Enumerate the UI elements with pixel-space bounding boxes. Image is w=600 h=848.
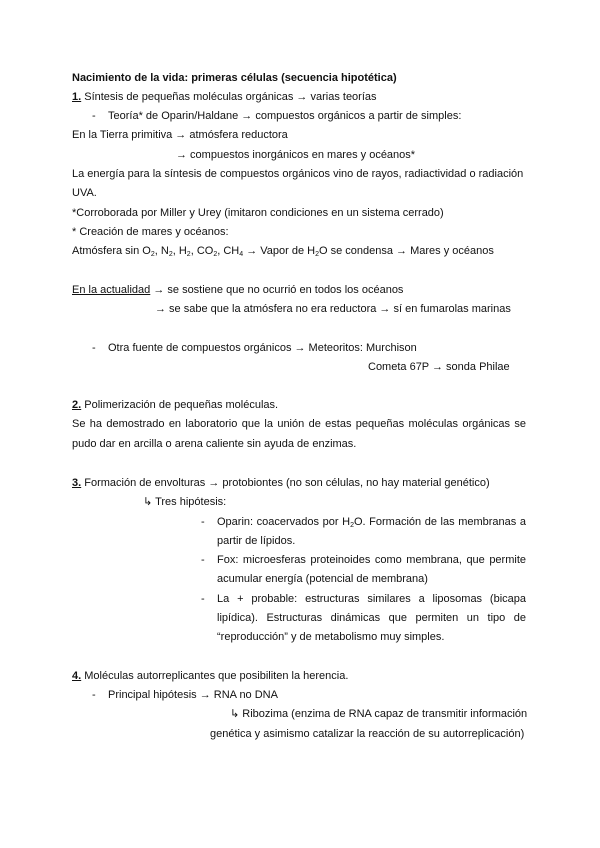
atm-sub-6: 2: [315, 251, 319, 258]
atm-text-3: , H: [172, 245, 187, 257]
hypothesis-3-line-1: La + probable: estructuras similares a liposomas (bicapa: [217, 593, 526, 605]
section-2-body-1: Se ha demostrado en laboratorio que la unión de estas pequeñas moléculas orgánicas se: [72, 418, 526, 430]
footnote-oceans: * Creación de mares y océanos:: [72, 226, 229, 238]
section-1-number: 1.: [72, 91, 82, 103]
hypothesis-1-line-2: partir de lípidos.: [217, 535, 296, 547]
hypothesis-2-line-2: acumular energía (potencial de membrana): [217, 573, 428, 585]
section-4-heading: [72, 669, 348, 683]
hypothesis-1-text-b: O. Formación de las membranas a: [353, 516, 526, 528]
document-title: Nacimiento de la vida: primeras células (secuencia hipotética): [72, 72, 397, 84]
atm-text-1: Atmósfera sin O: [72, 245, 151, 257]
hypothesis-1-line-1: [217, 515, 526, 529]
atm-text-2: , N: [154, 245, 169, 257]
nowadays-label: En la actualidad: [72, 284, 151, 296]
atm-text-5: , CH: [217, 245, 240, 257]
section-4-bullet-text: Principal hipótesis → RNA no DNA: [108, 689, 278, 701]
nowadays-line-2: → se sabe que la atmósfera no era reductora → sí en fumarolas marinas: [155, 303, 511, 315]
nowadays-line: [72, 283, 403, 297]
inorganic-compounds-line: → compuestos inorgánicos en mares y océanos*: [176, 149, 416, 161]
section-2-body-2: pudo dar en arcilla o arena caliente sin ayuda de enzimas.: [72, 438, 357, 450]
other-source-text: Otra fuente de compuestos orgánicos → Meteoritos: Murchison: [108, 342, 417, 354]
atm-text-4: , CO: [190, 245, 214, 257]
atm-sub-4: 2: [213, 251, 218, 258]
section-2-heading: [72, 398, 278, 412]
other-source-dash: -: [92, 342, 96, 354]
atm-text-6: → Vapor de H: [243, 245, 316, 257]
footnote-miller-urey: *Corroborada por Miller y Urey (imitaron condiciones en un sistema cerrado): [72, 207, 444, 219]
hypothesis-2-dash: -: [201, 554, 205, 566]
section-1-bullet-text: Teoría* de Oparin/Haldane → compuestos orgánicos a partir de simples:: [108, 110, 462, 122]
atm-text-7: O se condensa → Mares y océanos: [319, 245, 494, 257]
hypothesis-3-line-2: lipídica). Estructuras dinámicas que permiten un tipo de: [217, 612, 526, 624]
section-3-number: 3.: [72, 477, 82, 489]
atm-sub-3: 2: [186, 251, 191, 258]
section-4-number: 4.: [72, 670, 82, 682]
section-4-bullet-dash: -: [92, 689, 96, 701]
three-hypotheses: ↳ Tres hipótesis:: [143, 496, 227, 508]
energy-line: La energía para la síntesis de compuestos orgánicos vino de rayos, radiactividad o radiación: [72, 168, 524, 180]
energy-line-cont: UVA.: [72, 187, 97, 199]
hypothesis-3-dash: -: [201, 593, 205, 605]
primitive-earth-line: En la Tierra primitiva → atmósfera reductora: [72, 129, 288, 141]
ribozyme-line-2: genética y asimismo catalizar la reacción de su autorreplicación): [210, 728, 525, 740]
hypothesis-2-line-1: Fox: microesferas proteinoides como membrana, que permite: [217, 554, 526, 566]
hypothesis-1-dash: -: [201, 516, 205, 528]
hypothesis-1-text-a: Oparin: coacervados por H: [217, 516, 351, 528]
atm-sub-2: 2: [168, 251, 173, 258]
nowadays-text: → se sostiene que no ocurrió en todos los océanos: [150, 284, 404, 296]
section-2-title: Polimerización de pequeñas moléculas.: [81, 399, 279, 411]
section-1-heading: [72, 90, 377, 104]
atmosphere-line: [72, 244, 494, 258]
hypothesis-3-line-3: “reproducción” y de metabolismo muy simples.: [217, 631, 445, 643]
comet-line: Cometa 67P → sonda Philae: [368, 361, 510, 373]
atm-sub-5: 4: [239, 251, 244, 258]
hypothesis-1-sub: 2: [350, 522, 354, 529]
section-3-title: Formación de envolturas → protobiontes (no son células, no hay material genético): [81, 477, 490, 489]
section-1-bullet-dash: -: [92, 110, 96, 122]
section-1-title: Síntesis de pequeñas moléculas orgánicas → varias teorías: [81, 91, 377, 103]
atm-sub-1: 2: [150, 251, 155, 258]
section-3-heading: [72, 476, 490, 490]
ribozyme-line-1: ↳ Ribozima (enzima de RNA capaz de transmitir información: [230, 708, 528, 720]
section-4-title: Moléculas autorreplicantes que posibiliten la herencia.: [81, 670, 349, 682]
section-2-number: 2.: [72, 399, 82, 411]
